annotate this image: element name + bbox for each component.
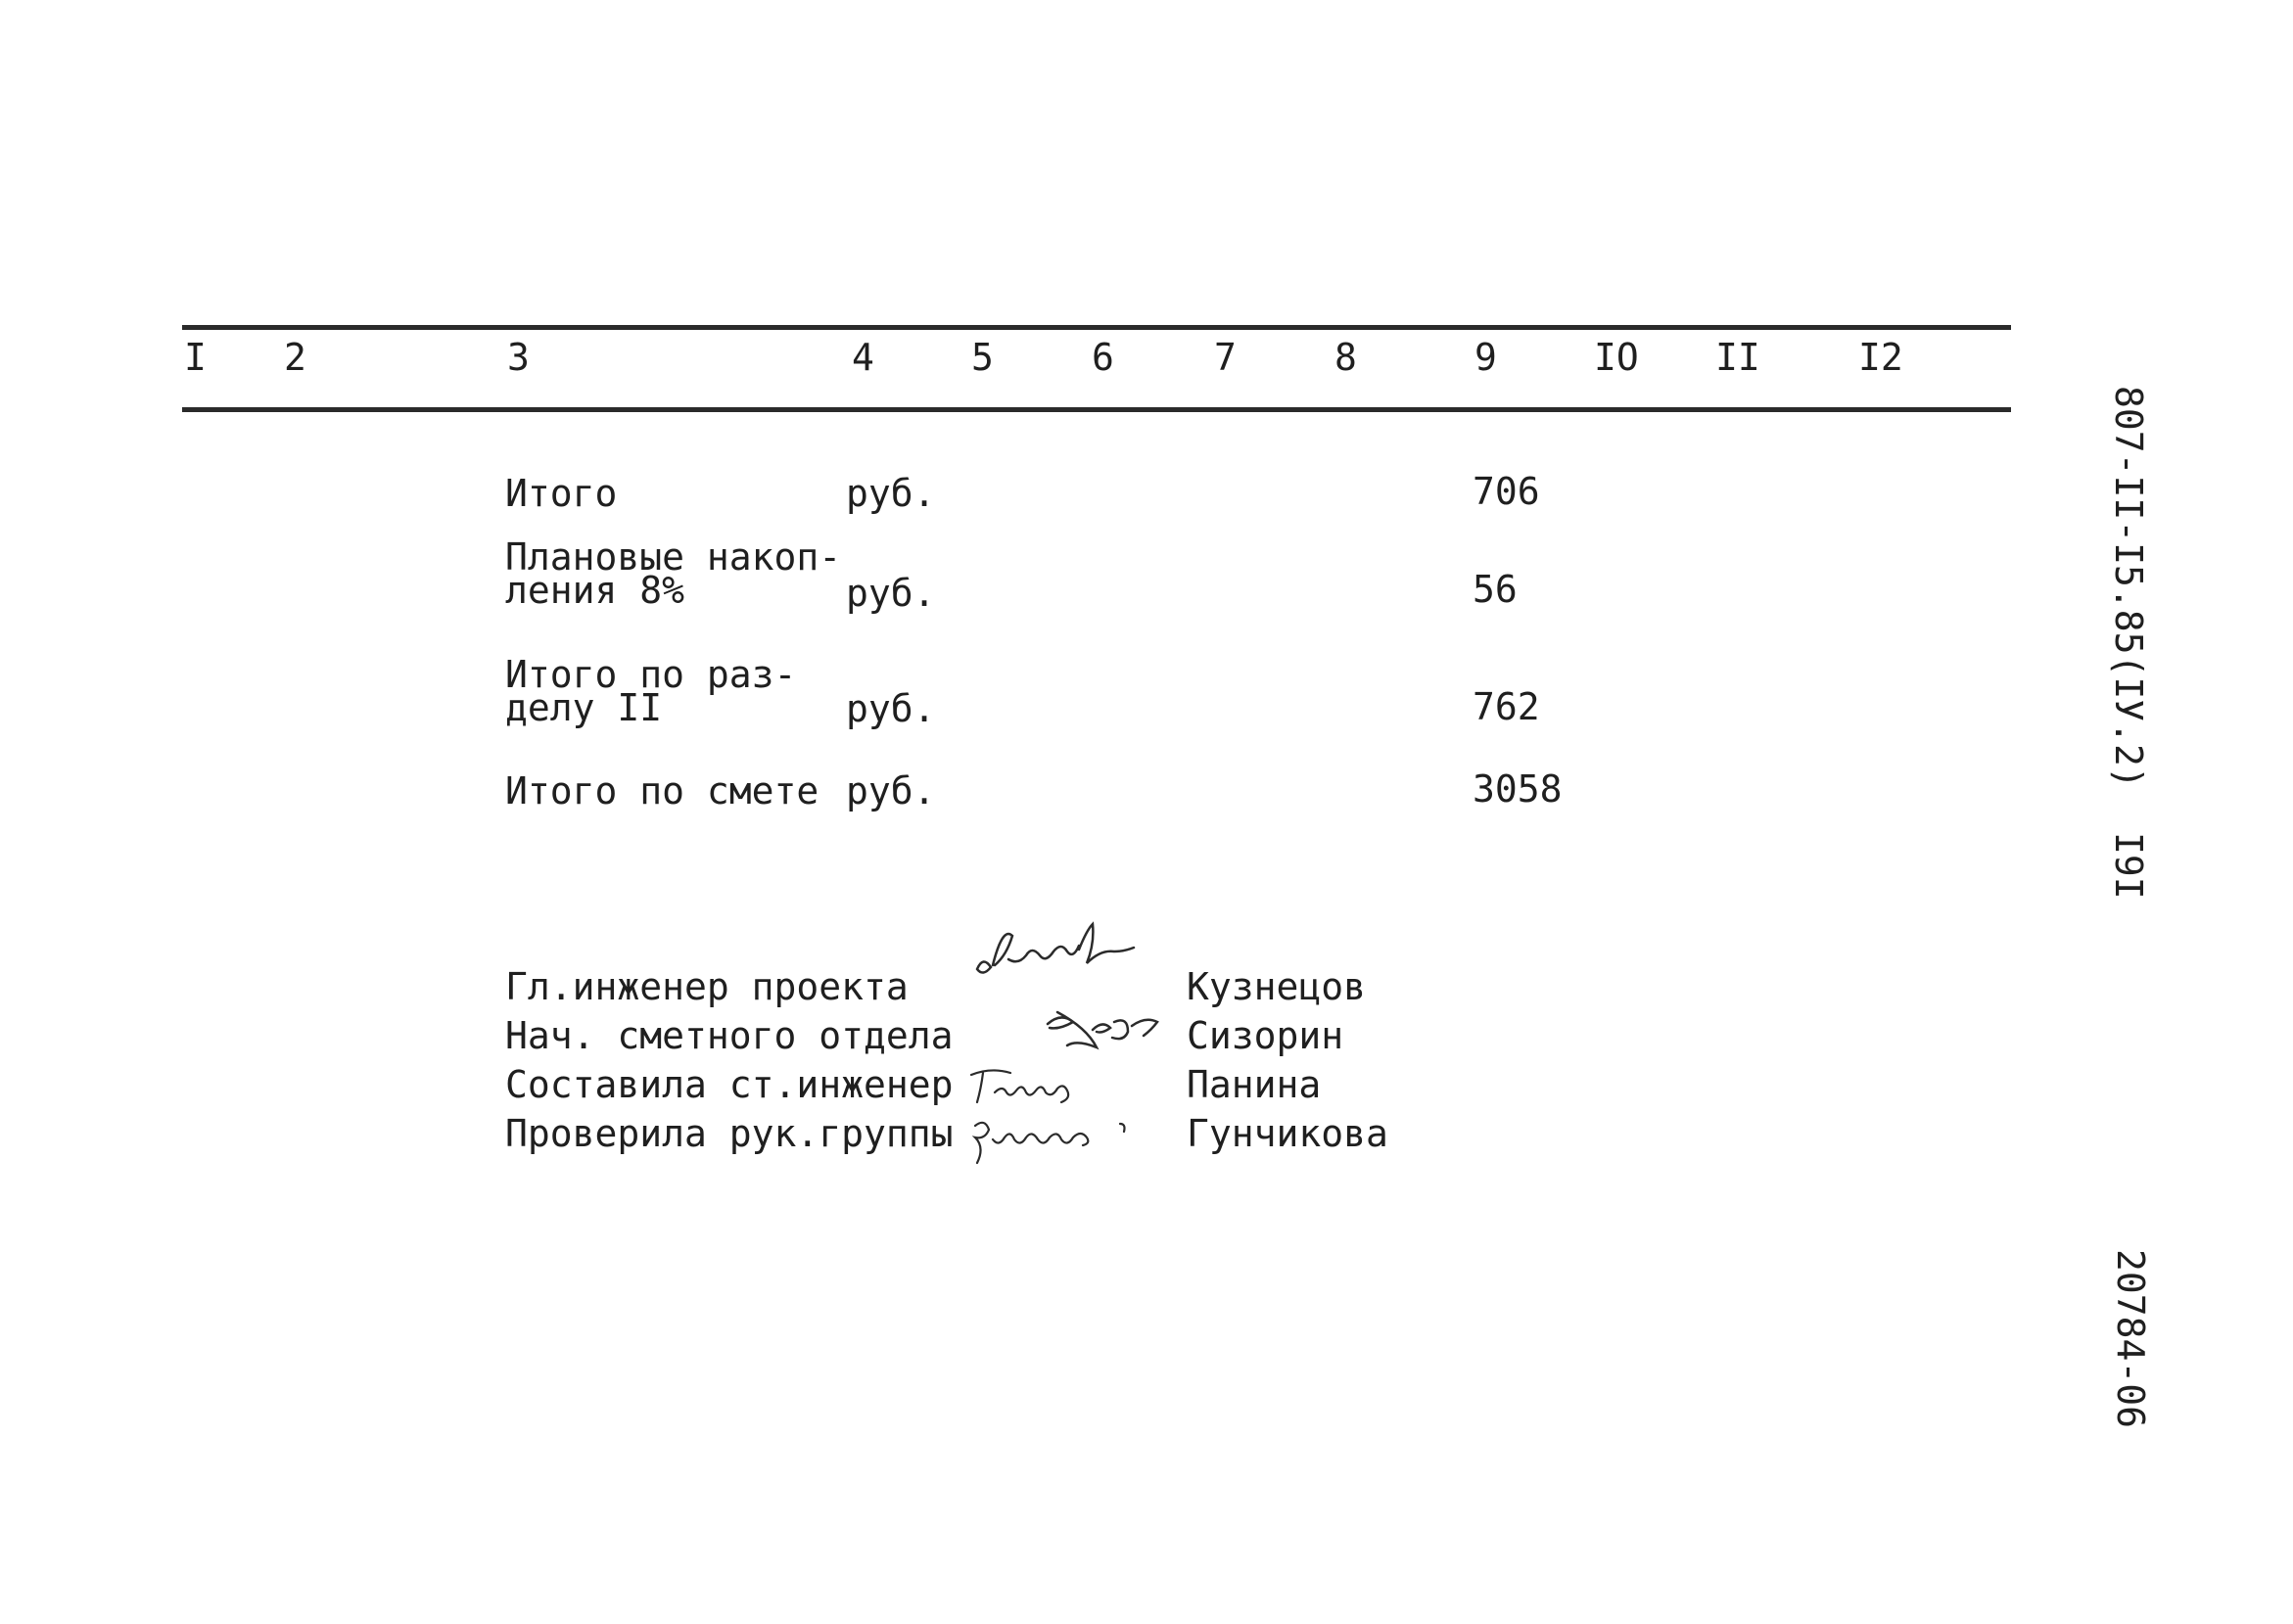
signature-role-checked-by: Проверила рук.группы [505, 1112, 954, 1155]
row-value-estimate-total: 3058 [1473, 767, 1563, 811]
handwritten-signature-kuznetsov [969, 920, 1165, 998]
column-number-6: 6 [1092, 336, 1114, 379]
signature-name-kuznetsov: Кузнецов [1187, 965, 1367, 1008]
column-number-2: 2 [284, 336, 306, 379]
column-number-9: 9 [1474, 336, 1497, 379]
row-unit-total: руб. [846, 472, 936, 515]
signature-name-sizorin: Сизорин [1187, 1014, 1344, 1057]
signature-role-estimate-head: Нач. сметного отдела [505, 1014, 954, 1057]
row-unit-planned-savings: руб. [846, 572, 936, 615]
column-number-3: 3 [507, 336, 530, 379]
header-top-rule [182, 325, 2011, 330]
row-value-section-total: 762 [1473, 685, 1540, 728]
header-bottom-rule [182, 407, 2011, 412]
row-label-planned-savings: Плановые накоп- ления 8% [505, 535, 842, 612]
column-number-4: 4 [852, 336, 874, 379]
signature-role-compiled-by: Составила ст.инженер [505, 1063, 954, 1106]
document-code: 807-II-I5.85(IУ.2) [2107, 386, 2150, 789]
column-number-7: 7 [1214, 336, 1237, 379]
archive-number: 20784-06 [2109, 1249, 2152, 1429]
row-label-total: Итого [505, 472, 618, 515]
column-number-10: IO [1594, 336, 1639, 379]
handwritten-signature-sizorin [1038, 1000, 1185, 1059]
row-label-section-total: Итого по раз- делу II [505, 653, 797, 729]
row-unit-estimate-total: руб. [846, 769, 936, 812]
column-number-5: 5 [971, 336, 994, 379]
column-number-1: I [184, 336, 207, 379]
row-unit-section-total: руб. [846, 687, 936, 730]
column-number-8: 8 [1334, 336, 1357, 379]
signature-name-panina: Панина [1187, 1063, 1322, 1106]
row-value-total: 706 [1473, 470, 1540, 513]
signature-name-gunchikova: Гунчикова [1187, 1112, 1388, 1155]
column-number-12: I2 [1858, 336, 1903, 379]
page-number: I9I [2107, 832, 2150, 900]
handwritten-signature-gunchikova [963, 1112, 1149, 1167]
row-value-planned-savings: 56 [1473, 568, 1518, 611]
signature-role-chief-engineer: Гл.инженер проекта [505, 965, 909, 1008]
row-label-estimate-total: Итого по смете [505, 769, 819, 812]
column-number-11: II [1715, 336, 1760, 379]
handwritten-signature-panina [965, 1063, 1112, 1114]
